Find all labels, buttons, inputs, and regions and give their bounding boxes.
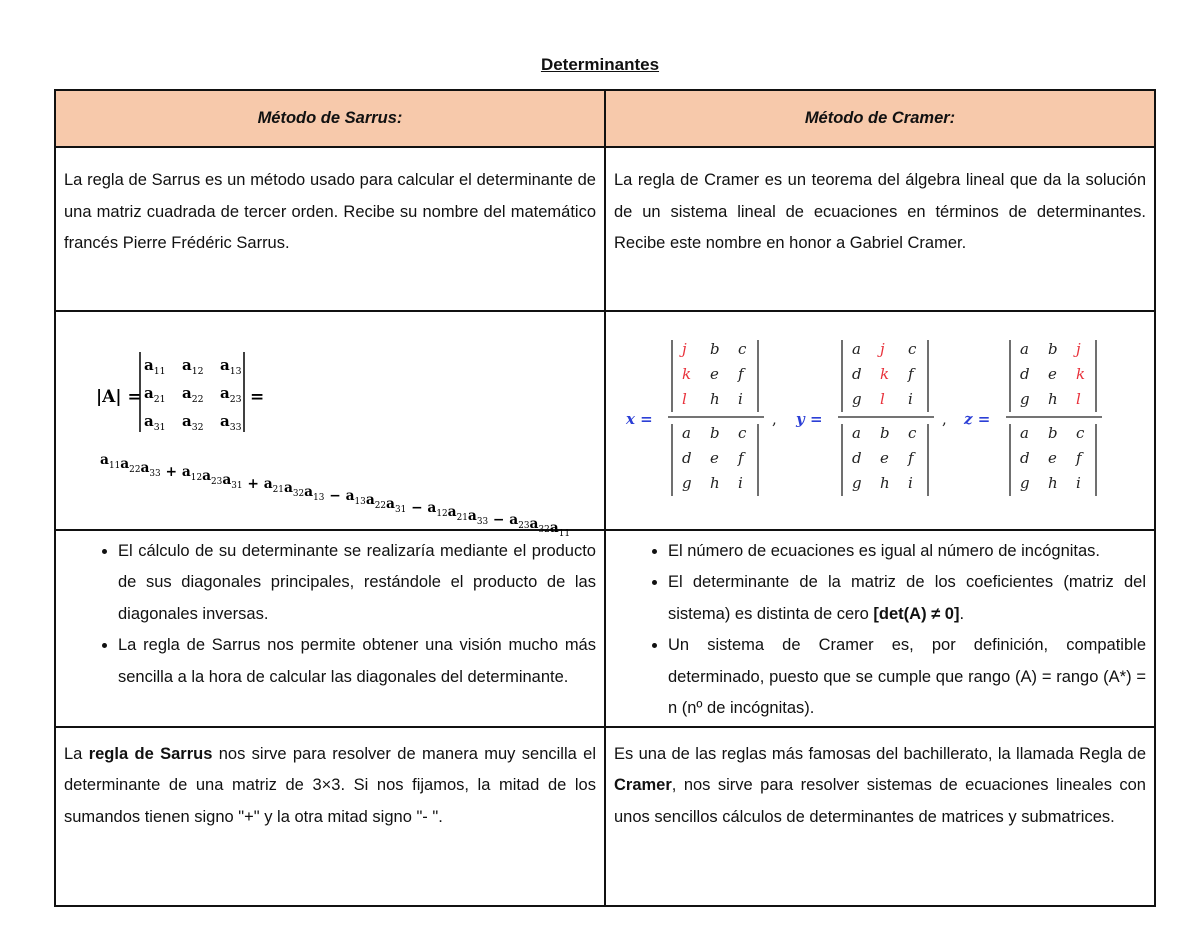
det-entry: j	[1076, 340, 1081, 358]
separator: ,	[772, 410, 777, 428]
cramer-description: La regla de Cramer es un teorema del álgebra lineal que da la solución de un sistema lineal de ecuaciones en términos de determinantes. Recibe este nombre en honor a Gabriel Cramer.	[605, 147, 1155, 311]
det-entry: d	[1020, 449, 1030, 467]
summary-bold: Cramer	[614, 776, 672, 794]
matrix-entry: $a_{11}$	[144, 356, 166, 377]
det-entry: c	[908, 340, 917, 358]
det-entry: e	[710, 365, 719, 383]
det-entry: e	[710, 449, 719, 467]
det-entry: f	[1076, 449, 1082, 467]
det-entry: d	[682, 449, 692, 467]
cramer-fraction	[625, 340, 777, 496]
det-entry: i	[1076, 474, 1081, 492]
sarrus-formula-cell	[55, 311, 605, 539]
det-entry: d	[852, 449, 862, 467]
det-entry: b	[710, 424, 720, 442]
det-entry: l	[1076, 390, 1081, 408]
det-entry: i	[738, 474, 743, 492]
det-entry: h	[1048, 474, 1058, 492]
det-entry: c	[738, 340, 747, 358]
det-entry: h	[710, 474, 720, 492]
equals-sign: =	[250, 387, 265, 407]
det-entry: g	[682, 474, 692, 492]
det-entry: a	[1020, 424, 1029, 442]
cramer-bullets-cell	[605, 530, 1155, 727]
matrix-entry: $a_{31}$	[144, 412, 166, 433]
header-sarrus: Método de Sarrus:	[55, 90, 605, 147]
cramer-variable: z =	[964, 410, 991, 428]
det-entry: h	[1048, 390, 1058, 408]
det-entry: a	[1020, 340, 1029, 358]
matrix-entry: $a_{21}$	[144, 384, 166, 405]
det-entry: c	[738, 424, 747, 442]
summary-text: nos sirve para resolver de manera muy sencilla el determinante de una matriz de 3×3. Si nos fijamos, la mitad de los sumandos tienen signo "+" y la otra mitad signo "- ".	[64, 744, 596, 826]
det-entry: b	[1048, 340, 1058, 358]
det-entry: e	[880, 449, 889, 467]
cramer-summary	[605, 727, 1155, 906]
cramer-fraction	[963, 340, 1102, 496]
separator: ,	[942, 410, 947, 428]
matrix-entry: $a_{22}$	[182, 384, 204, 405]
det-entry: b	[710, 340, 720, 358]
det-entry: d	[852, 365, 862, 383]
det-entry: g	[1020, 474, 1030, 492]
list-item: • La regla de Sarrus nos permite obtener una visión mucho más sencilla a la hora de calcular las diagonales del determinante.	[118, 630, 596, 693]
det-entry: e	[1048, 365, 1057, 383]
bullet-end: .	[959, 604, 965, 623]
det-entry: f	[738, 365, 744, 383]
det-entry: j	[880, 340, 885, 358]
det-entry: c	[1076, 424, 1085, 442]
det-entry: g	[1020, 390, 1030, 408]
sarrus-formula-image	[56, 312, 614, 539]
matrix-entry: $a_{12}$	[182, 356, 204, 377]
bullet-text: El determinante de la matriz de los coeficientes (matriz del sistema) es distinta de cero	[668, 573, 1146, 623]
det-entry: b	[1048, 424, 1058, 442]
det-entry: d	[1020, 365, 1030, 383]
det-entry: l	[880, 390, 885, 408]
summary-text: Es una de las reglas más famosas del bachillerato, la llamada Regla de	[614, 744, 1146, 763]
list-item: • El cálculo de su determinante se realizaría mediante el producto de sus diagonales principales, restándole el producto de las diagonales inversas.	[118, 536, 596, 631]
det-entry: c	[908, 424, 917, 442]
det-entry: e	[1048, 449, 1057, 467]
list-item	[668, 567, 1146, 630]
cramer-formula-image	[606, 312, 1154, 517]
summary-text: , nos sirve para resolver sistemas de ecuaciones lineales con unos sencillos cálculos de determinantes de matrices y submatrices.	[614, 776, 1146, 826]
summary-text: La	[64, 744, 89, 763]
sarrus-expansion: $a_{11}a_{22}a_{33} + a_{12}a_{23}a_{31} + a_{21}a_{32}a_{13} - a_{13}a_{22}a_{31} - a_{12}a_{21}a_{33} - a_{23}a_{32}a_{11}$	[100, 452, 571, 539]
det-entry: f	[908, 449, 914, 467]
det-entry: k	[880, 365, 890, 383]
det-entry: a	[852, 424, 861, 442]
cramer-formula-cell	[605, 311, 1155, 530]
det-entry: f	[738, 449, 744, 467]
det-entry: g	[852, 390, 862, 408]
cramer-fraction	[795, 340, 947, 496]
det-entry: b	[880, 424, 890, 442]
det-entry: h	[880, 474, 890, 492]
det-entry: l	[682, 390, 687, 408]
det-entry: g	[852, 474, 862, 492]
summary-bold: regla de Sarrus	[88, 744, 213, 763]
det-entry: a	[852, 340, 861, 358]
matrix-entry: $a_{13}$	[220, 356, 242, 377]
matrix-entry: $a_{32}$	[182, 412, 204, 433]
cramer-variable: x =	[626, 410, 653, 428]
sarrus-bullets-cell	[55, 530, 605, 727]
header-cramer: Método de Cramer:	[605, 90, 1155, 147]
determinants-table	[54, 89, 1156, 907]
bullet-bold: [det(A) ≠ 0]	[873, 604, 960, 623]
det-entry: i	[738, 390, 743, 408]
sarrus-summary	[55, 727, 605, 906]
det-entry: a	[682, 424, 691, 442]
det-entry: k	[1076, 365, 1086, 383]
matrix-entry: $a_{33}$	[220, 412, 242, 433]
det-entry: h	[710, 390, 720, 408]
page-title: Determinantes	[540, 55, 660, 74]
sarrus-description: La regla de Sarrus es un método usado para calcular el determinante de una matriz cuadrada de tercer orden. Recibe su nombre del matemático francés Pierre Frédéric Sarrus.	[55, 147, 605, 311]
matrix-entry: $a_{23}$	[220, 384, 242, 405]
sarrus-bullet-list	[64, 536, 596, 694]
cramer-bullet-list	[614, 536, 1146, 725]
det-entry: j	[682, 340, 687, 358]
det-entry: i	[908, 390, 913, 408]
det-entry: k	[682, 365, 692, 383]
sarrus-lhs: |A| =	[96, 387, 142, 407]
cramer-variable: y =	[796, 410, 823, 428]
det-entry: i	[908, 474, 913, 492]
list-item: • El número de ecuaciones es igual al número de incógnitas.	[668, 536, 1146, 568]
list-item: • Un sistema de Cramer es, por definición, compatible determinado, puesto que se cumple que rango (A) = rango (A*) = n (nº de incógnitas).	[668, 630, 1146, 725]
det-entry: f	[908, 365, 914, 383]
